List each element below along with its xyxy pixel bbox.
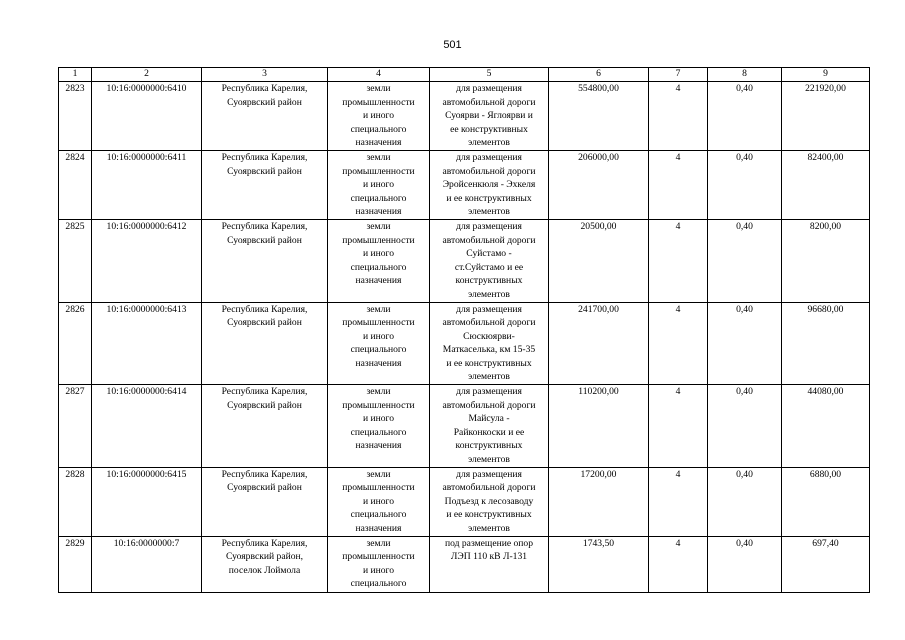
column-header: 4 (328, 68, 430, 82)
land-category-cell-line: специального (350, 261, 407, 273)
land-category-cell-line: земли (366, 468, 391, 480)
permitted-use-cell-line: для размещения (456, 303, 522, 315)
land-category-cell-line: и иного (362, 495, 395, 507)
permitted-use-cell-line: автомобильной дороги (442, 482, 536, 494)
cadastral-number-cell: 10:16:0000000:7 (92, 536, 202, 592)
land-category-cell-line: и иного (362, 413, 395, 425)
land-category-cell-line: земли (366, 303, 391, 315)
location-cell-line: Суоярвский район (227, 165, 302, 177)
land-category-cell-line: и иного (362, 330, 395, 342)
land-category-cell-line: специального (350, 509, 407, 521)
permitted-use-cell-line: и ее конструктивных (446, 192, 532, 204)
permitted-use-cell-line: элементов (468, 454, 510, 466)
column-header: 9 (782, 68, 870, 82)
column-7-cell: 4 (649, 82, 708, 151)
permitted-use-cell-line: ее конструктивных (450, 123, 528, 135)
table-row (59, 467, 870, 536)
location-cell (202, 219, 328, 302)
permitted-use-cell-line: под размещение опор (444, 537, 534, 549)
land-category-cell-line: промышленности (342, 96, 415, 108)
column-header: 3 (202, 68, 328, 82)
permitted-use-cell-line: конструктивных (455, 440, 523, 452)
land-category-cell (328, 219, 430, 302)
table-body (59, 82, 870, 593)
land-category-cell-line: назначения (355, 275, 402, 287)
permitted-use-cell-line: и ее конструктивных (446, 509, 532, 521)
land-category-cell (328, 385, 430, 468)
permitted-use-cell-line: Маткаселька, км 15-35 (442, 344, 536, 356)
location-cell (202, 82, 328, 151)
rate-cell: 0,40 (708, 219, 782, 302)
location-cell (202, 150, 328, 219)
land-category-cell-line: промышленности (342, 551, 415, 563)
permitted-use-cell (430, 302, 549, 385)
location-cell-line: Республика Карелия, (221, 151, 308, 163)
land-category-cell-line: специального (350, 578, 407, 590)
cadastral-number-cell: 10:16:0000000:6410 (92, 82, 202, 151)
land-category-cell-line: земли (366, 151, 391, 163)
permitted-use-cell-line: Майсула - (468, 413, 510, 425)
permitted-use-cell (430, 150, 549, 219)
column-header: 2 (92, 68, 202, 82)
permitted-use-cell-line: Райконкоски и ее (453, 426, 525, 438)
permitted-use-cell-line: для размещения (456, 83, 522, 94)
location-cell (202, 536, 328, 592)
permitted-use-cell-line: Суйстамо - (466, 248, 512, 260)
permitted-use-cell-line: Эройсенкюля - Эхкеля (442, 179, 536, 191)
land-category-cell-line: земли (366, 220, 391, 232)
permitted-use-cell-line: для размещения (456, 468, 522, 480)
land-category-cell-line: специального (350, 123, 407, 135)
location-cell-line: Суоярвский район (227, 96, 302, 108)
amount-cell: 221920,00 (782, 82, 870, 151)
table-row (59, 385, 870, 468)
permitted-use-cell-line: элементов (468, 206, 510, 218)
location-cell-line: Суоярвский район (227, 399, 302, 411)
location-cell-line: Суоярвский район (227, 482, 302, 494)
land-category-cell-line: промышленности (342, 317, 415, 329)
land-category-cell-line: промышленности (342, 399, 415, 411)
header-row (59, 68, 870, 82)
area-cell: 1743,50 (549, 536, 649, 592)
cadastral-number-cell: 10:16:0000000:6411 (92, 150, 202, 219)
column-7-cell: 4 (649, 385, 708, 468)
land-category-cell-line: назначения (355, 440, 402, 452)
permitted-use-cell-line: элементов (468, 288, 510, 300)
row-number-cell: 2827 (59, 385, 92, 468)
permitted-use-cell-line: Сюскюярви- (463, 330, 515, 342)
cadastral-number-cell: 10:16:0000000:6412 (92, 219, 202, 302)
permitted-use-cell-line: Суоярви - Яглоярви и (445, 110, 533, 122)
cadastral-number-cell: 10:16:0000000:6414 (92, 385, 202, 468)
land-category-cell-line: назначения (355, 357, 402, 369)
land-category-cell-line: и иного (362, 110, 395, 122)
column-header: 8 (708, 68, 782, 82)
permitted-use-cell-line: элементов (468, 523, 510, 534)
row-number-cell: 2824 (59, 150, 92, 219)
area-cell: 110200,00 (549, 385, 649, 468)
permitted-use-cell-line: конструктивных (455, 275, 523, 287)
permitted-use-cell (430, 219, 549, 302)
land-category-cell-line: назначения (355, 137, 402, 149)
permitted-use-cell-line: для размещения (456, 151, 522, 163)
row-number-cell: 2829 (59, 536, 92, 592)
amount-cell: 697,40 (782, 536, 870, 592)
permitted-use-cell-line: ст.Суйстамо и ее (454, 261, 524, 273)
area-cell: 17200,00 (549, 467, 649, 536)
column-header: 6 (549, 68, 649, 82)
land-category-cell (328, 467, 430, 536)
permitted-use-cell (430, 467, 549, 536)
column-7-cell: 4 (649, 302, 708, 385)
column-7-cell: 4 (649, 536, 708, 592)
column-header: 1 (59, 68, 92, 82)
land-category-cell-line: назначения (355, 206, 402, 218)
land-category-cell (328, 302, 430, 385)
amount-cell: 82400,00 (782, 150, 870, 219)
land-category-cell-line: земли (366, 83, 391, 94)
location-cell-line: Республика Карелия, (221, 220, 308, 232)
land-category-cell-line: земли (366, 386, 391, 398)
location-cell (202, 385, 328, 468)
column-header: 7 (649, 68, 708, 82)
permitted-use-cell-line: автомобильной дороги (442, 96, 536, 108)
location-cell-line: Суоярвский район (227, 317, 302, 329)
page-number: 501 (443, 39, 462, 51)
land-category-cell (328, 82, 430, 151)
land-category-cell-line: промышленности (342, 165, 415, 177)
location-cell-line: Республика Карелия, (221, 83, 308, 94)
permitted-use-cell-line: для размещения (456, 386, 522, 398)
permitted-use-cell-line: элементов (468, 137, 510, 149)
land-category-cell-line: промышленности (342, 482, 415, 494)
location-cell-line: Суоярвский район, (225, 551, 304, 563)
permitted-use-cell-line: автомобильной дороги (442, 234, 536, 246)
table-row (59, 536, 870, 592)
location-cell (202, 467, 328, 536)
column-7-cell: 4 (649, 467, 708, 536)
land-category-cell (328, 536, 430, 592)
table-row (59, 150, 870, 219)
permitted-use-cell-line: ЛЭП 110 кВ Л-131 (450, 551, 528, 563)
row-number-cell: 2828 (59, 467, 92, 536)
area-cell: 241700,00 (549, 302, 649, 385)
table-row (59, 82, 870, 151)
rate-cell: 0,40 (708, 385, 782, 468)
amount-cell: 6880,00 (782, 467, 870, 536)
table-row (59, 219, 870, 302)
permitted-use-cell-line: Подъезд к лесозаводу (444, 495, 534, 507)
permitted-use-cell (430, 536, 549, 592)
land-category-cell-line: специального (350, 344, 407, 356)
land-category-cell-line: земли (366, 537, 391, 549)
land-category-cell-line: и иного (362, 179, 395, 191)
permitted-use-cell (430, 385, 549, 468)
permitted-use-cell (430, 82, 549, 151)
land-registry-table (58, 67, 870, 593)
amount-cell: 44080,00 (782, 385, 870, 468)
rate-cell: 0,40 (708, 150, 782, 219)
permitted-use-cell-line: автомобильной дороги (442, 399, 536, 411)
rate-cell: 0,40 (708, 467, 782, 536)
location-cell-line: Республика Карелия, (221, 468, 308, 480)
row-number-cell: 2823 (59, 82, 92, 151)
location-cell-line: Суоярвский район (227, 234, 302, 246)
land-category-cell-line: назначения (355, 523, 402, 534)
amount-cell: 8200,00 (782, 219, 870, 302)
permitted-use-cell-line: для размещения (456, 220, 522, 232)
rate-cell: 0,40 (708, 302, 782, 385)
land-category-cell (328, 150, 430, 219)
area-cell: 20500,00 (549, 219, 649, 302)
rate-cell: 0,40 (708, 536, 782, 592)
land-category-cell-line: промышленности (342, 234, 415, 246)
land-category-cell-line: специального (350, 426, 407, 438)
permitted-use-cell-line: и ее конструктивных (446, 357, 532, 369)
permitted-use-cell-line: автомобильной дороги (442, 317, 536, 329)
location-cell-line: Республика Карелия, (221, 303, 308, 315)
rate-cell: 0,40 (708, 82, 782, 151)
land-category-cell-line: и иного (362, 564, 395, 576)
column-header: 5 (430, 68, 549, 82)
location-cell-line: поселок Лоймола (228, 564, 301, 576)
land-category-cell-line: специального (350, 192, 407, 204)
row-number-cell: 2826 (59, 302, 92, 385)
permitted-use-cell-line: элементов (468, 371, 510, 383)
column-7-cell: 4 (649, 219, 708, 302)
column-7-cell: 4 (649, 150, 708, 219)
area-cell: 206000,00 (549, 150, 649, 219)
area-cell: 554800,00 (549, 82, 649, 151)
row-number-cell: 2825 (59, 219, 92, 302)
location-cell-line: Республика Карелия, (221, 386, 308, 398)
amount-cell: 96680,00 (782, 302, 870, 385)
permitted-use-cell-line: автомобильной дороги (442, 165, 536, 177)
location-cell-line: Республика Карелия, (221, 537, 308, 549)
land-category-cell-line: и иного (362, 248, 395, 260)
location-cell (202, 302, 328, 385)
cadastral-number-cell: 10:16:0000000:6415 (92, 467, 202, 536)
table-row (59, 302, 870, 385)
cadastral-number-cell: 10:16:0000000:6413 (92, 302, 202, 385)
